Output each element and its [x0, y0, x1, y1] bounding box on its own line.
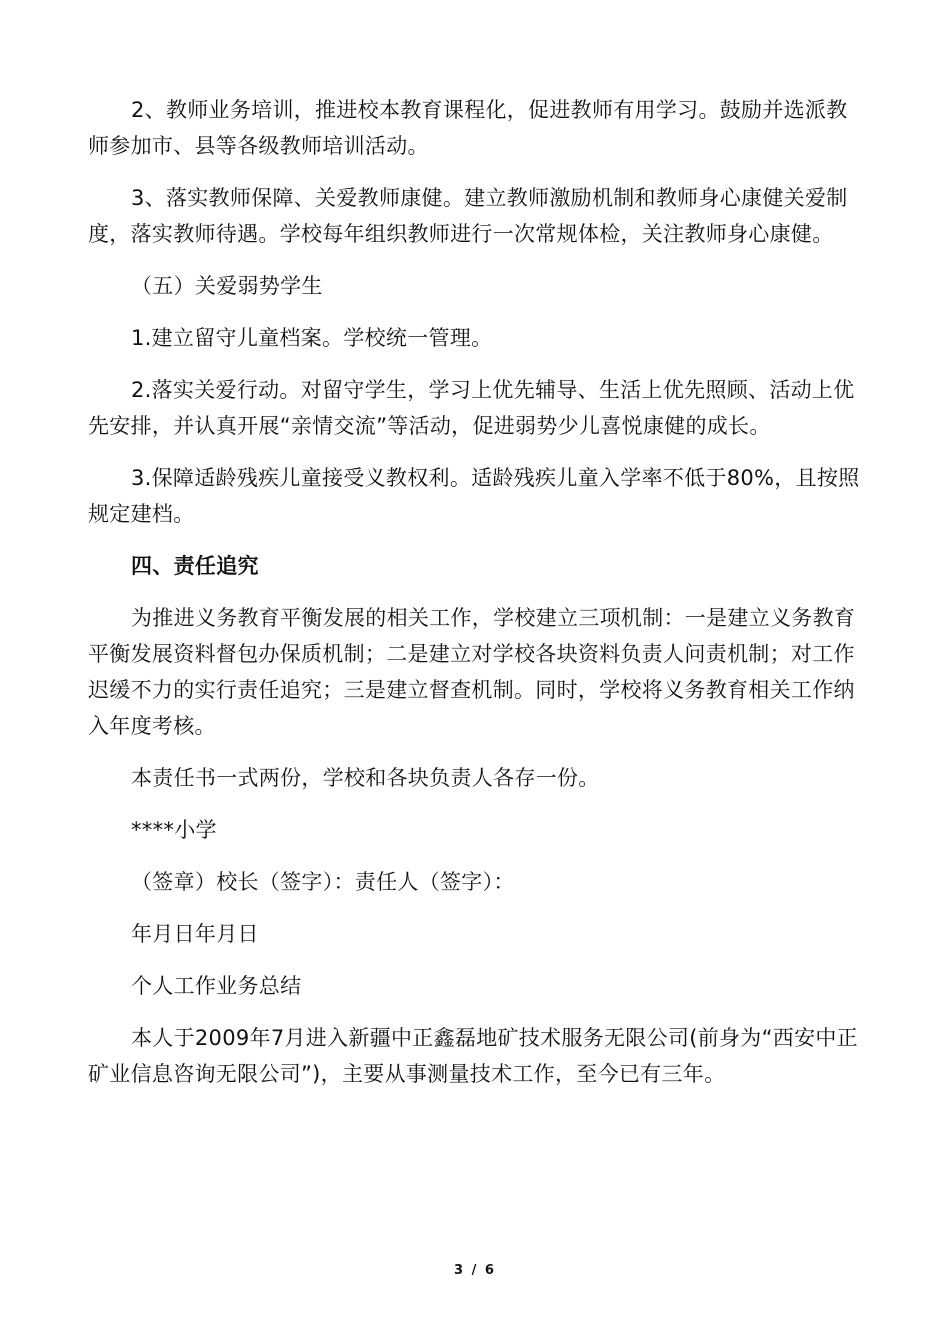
paragraph-disabled-children: 3.保障适龄残疾儿童接受义教权利。适龄残疾儿童入学率不低于80%，且按照规定建档。 [88, 466, 860, 526]
paragraph-personal-intro: 本人于2009年7月进入新疆中正鑫磊地矿技术服务无限公司(前身为“西安中正矿业信息咨询无限公司”)，主要从事测量技术工作，至今已有三年。 [88, 1026, 858, 1086]
paragraph-mechanisms: 为推进义务教育平衡发展的相关工作，学校建立三项机制：一是建立义务教育平衡发展资料督包办保质机制；二是建立对学校各块资料负责人问责机制；对工作迟缓不力的实行责任追究；三是建立督查机制。同时，学校将义务教育相关工作纳入年度考核。 [88, 606, 856, 738]
paragraph-teacher-training: 2、教师业务培训，推进校本教育课程化，促进教师有用学习。鼓励并选派教师参加市、县等各级教师培训活动。 [88, 98, 848, 158]
page-number: 3 / 6 [454, 1263, 496, 1278]
paragraph-left-behind-archive: 1.建立留守儿童档案。学校统一管理。 [131, 326, 493, 350]
signature-line: （签章）校长（签字）：责任人（签字）： [131, 870, 515, 894]
paragraph-care-action: 2.落实关爱行动。对留守学生，学习上优先辅导、生活上优先照顾、活动上优先安排，并认真开展“亲情交流”等活动，促进弱势少儿喜悦康健的成长。 [88, 378, 855, 438]
paragraph-teacher-welfare: 3、落实教师保障、关爱教师康健。建立教师激励机制和教师身心康健关爱制度，落实教师待遇。学校每年组织教师进行一次常规体检，关注教师身心康健。 [88, 186, 848, 246]
document-body [88, 92, 868, 1092]
paragraph-copies: 本责任书一式两份，学校和各块负责人各存一份。 [131, 766, 600, 790]
section-heading-accountability: 四、责任追究 [131, 554, 259, 578]
date-line: 年月日年月日 [131, 922, 259, 946]
school-name: ****小学 [131, 818, 217, 842]
section-heading-care-disadvantaged: （五）关爱弱势学生 [131, 274, 323, 298]
summary-title: 个人工作业务总结 [131, 974, 302, 998]
